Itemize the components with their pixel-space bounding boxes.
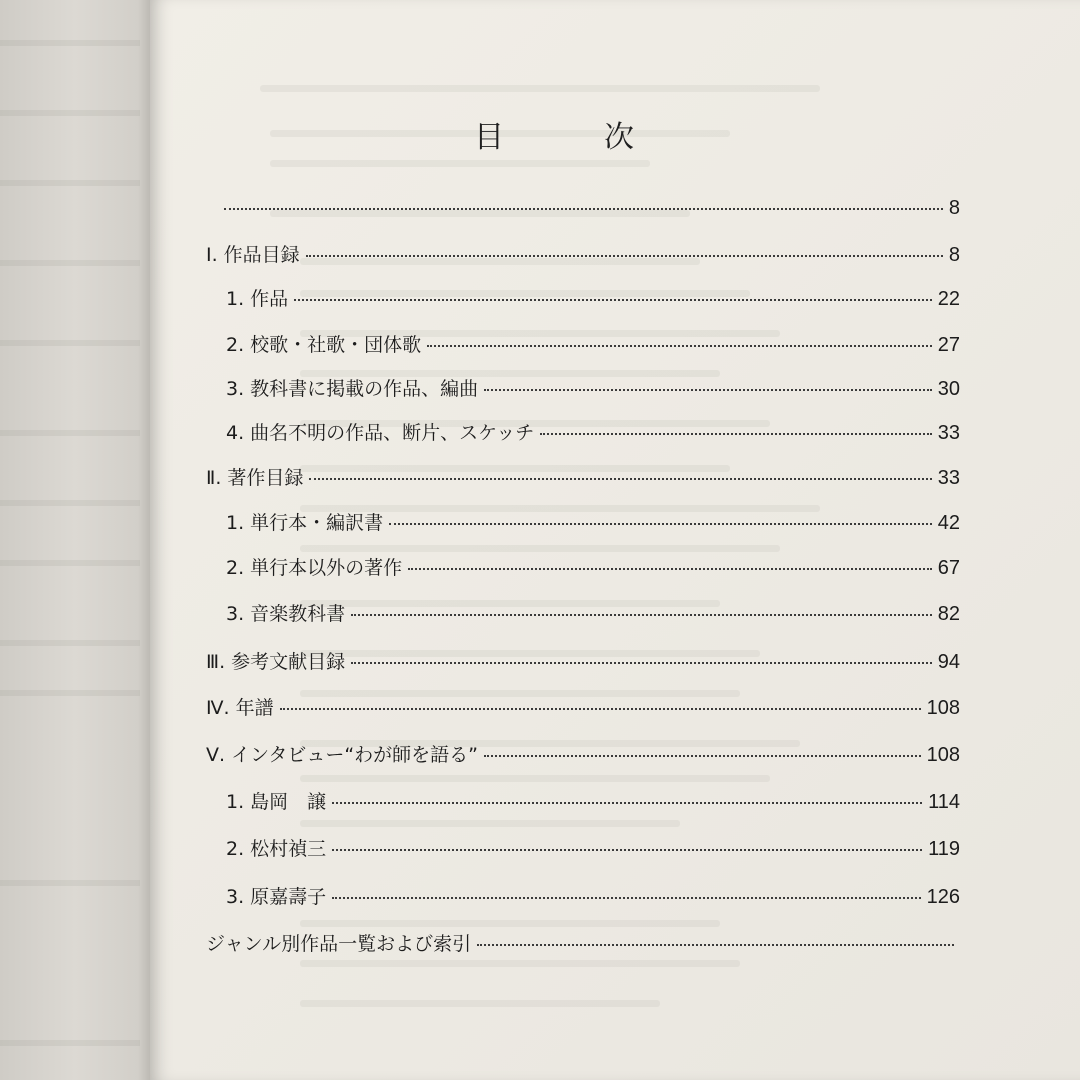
dot-leader [224,208,943,210]
toc-entry-2-3 [226,599,960,629]
dot-leader [332,849,922,851]
toc-entry-label: Ⅳ. 年譜 [206,697,274,719]
toc-entry-label: 3. 音楽教科書 [226,603,346,625]
toc-entry-5-2 [226,834,960,864]
toc-entry-section-1 [206,240,960,270]
dot-leader [309,478,931,480]
toc-title-char-2: 次 [604,120,634,155]
dot-leader [540,433,932,435]
toc-entry-label: Ⅰ. 作品目録 [206,244,300,266]
dot-leader [408,568,932,570]
toc-entry-label: Ⅴ. インタビュー“わが師を語る” [206,744,479,766]
toc-entry-label: Ⅲ. 参考文献目録 [206,651,346,673]
toc-entry-label: 1. 単行本・編訳書 [226,512,384,534]
dot-leader [484,389,932,391]
toc-entry-page: 33 [937,467,960,489]
toc-entry-1-1 [226,284,960,314]
toc-entry-2-1 [226,508,960,538]
toc-entry-genre-index [206,929,960,959]
toc-entry-label: 2. 松村禎三 [226,838,327,860]
toc-entry-1-2 [226,330,960,360]
toc-entry-section-2 [206,463,960,493]
toc-entry-page: 27 [937,334,960,356]
toc-entry-label: 3. 教科書に掲載の作品、編曲 [226,378,479,400]
dot-leader [484,755,921,757]
dot-leader [294,299,932,301]
toc-entry-page: 126 [926,886,960,908]
dot-leader [332,802,922,804]
dot-leader [332,897,920,899]
toc-entry-label: 2. 校歌・社歌・団体歌 [226,334,422,356]
dot-leader [351,614,932,616]
toc-entry-page: 22 [937,288,960,310]
dot-leader [389,523,932,525]
toc-entry-label: Ⅱ. 著作目録 [206,467,304,489]
toc-entry-page: 30 [937,378,960,400]
toc-entry-page: 33 [937,422,960,444]
toc-entry-1-4 [226,418,960,448]
toc-entry-page: 67 [937,557,960,579]
toc-entry-page: 94 [937,651,960,673]
toc-entry-label: 4. 曲名不明の作品、断片、スケッチ [226,422,535,444]
toc-entry-1-3 [226,374,960,404]
toc-entry-page: 108 [926,697,960,719]
toc-entry-5-1 [226,787,960,817]
toc-title-char-1: 目 [474,120,504,155]
toc-entry-section-5 [206,740,960,770]
dot-leader [427,345,932,347]
toc-entry-2-2 [226,553,960,583]
toc-entry-label: 2. 単行本以外の著作 [226,557,403,579]
toc-entry-page: 8 [948,197,960,219]
toc-entry-preface [218,197,960,227]
toc-entry-label: 3. 原嘉壽子 [226,886,327,908]
dot-leader [351,662,932,664]
toc-entry-section-3 [206,647,960,677]
dot-leader [477,944,954,946]
toc-entry-page: 82 [937,603,960,625]
dot-leader [280,708,921,710]
toc-entry-section-4 [206,693,960,723]
toc-entry-page: 42 [937,512,960,534]
toc-entry-page: 114 [928,791,960,813]
toc-entry-page: 119 [928,838,960,860]
dot-leader [306,255,943,257]
toc-entry-page: 108 [926,744,960,766]
toc-entry-label: 1. 作品 [226,288,289,310]
toc-entry-label: ジャンル別作品一覧および索引 [206,933,472,955]
toc-entry-label: 1. 島岡 譲 [226,791,327,813]
toc-entry-page: 8 [948,244,960,266]
toc-entry-5-3 [226,882,960,912]
